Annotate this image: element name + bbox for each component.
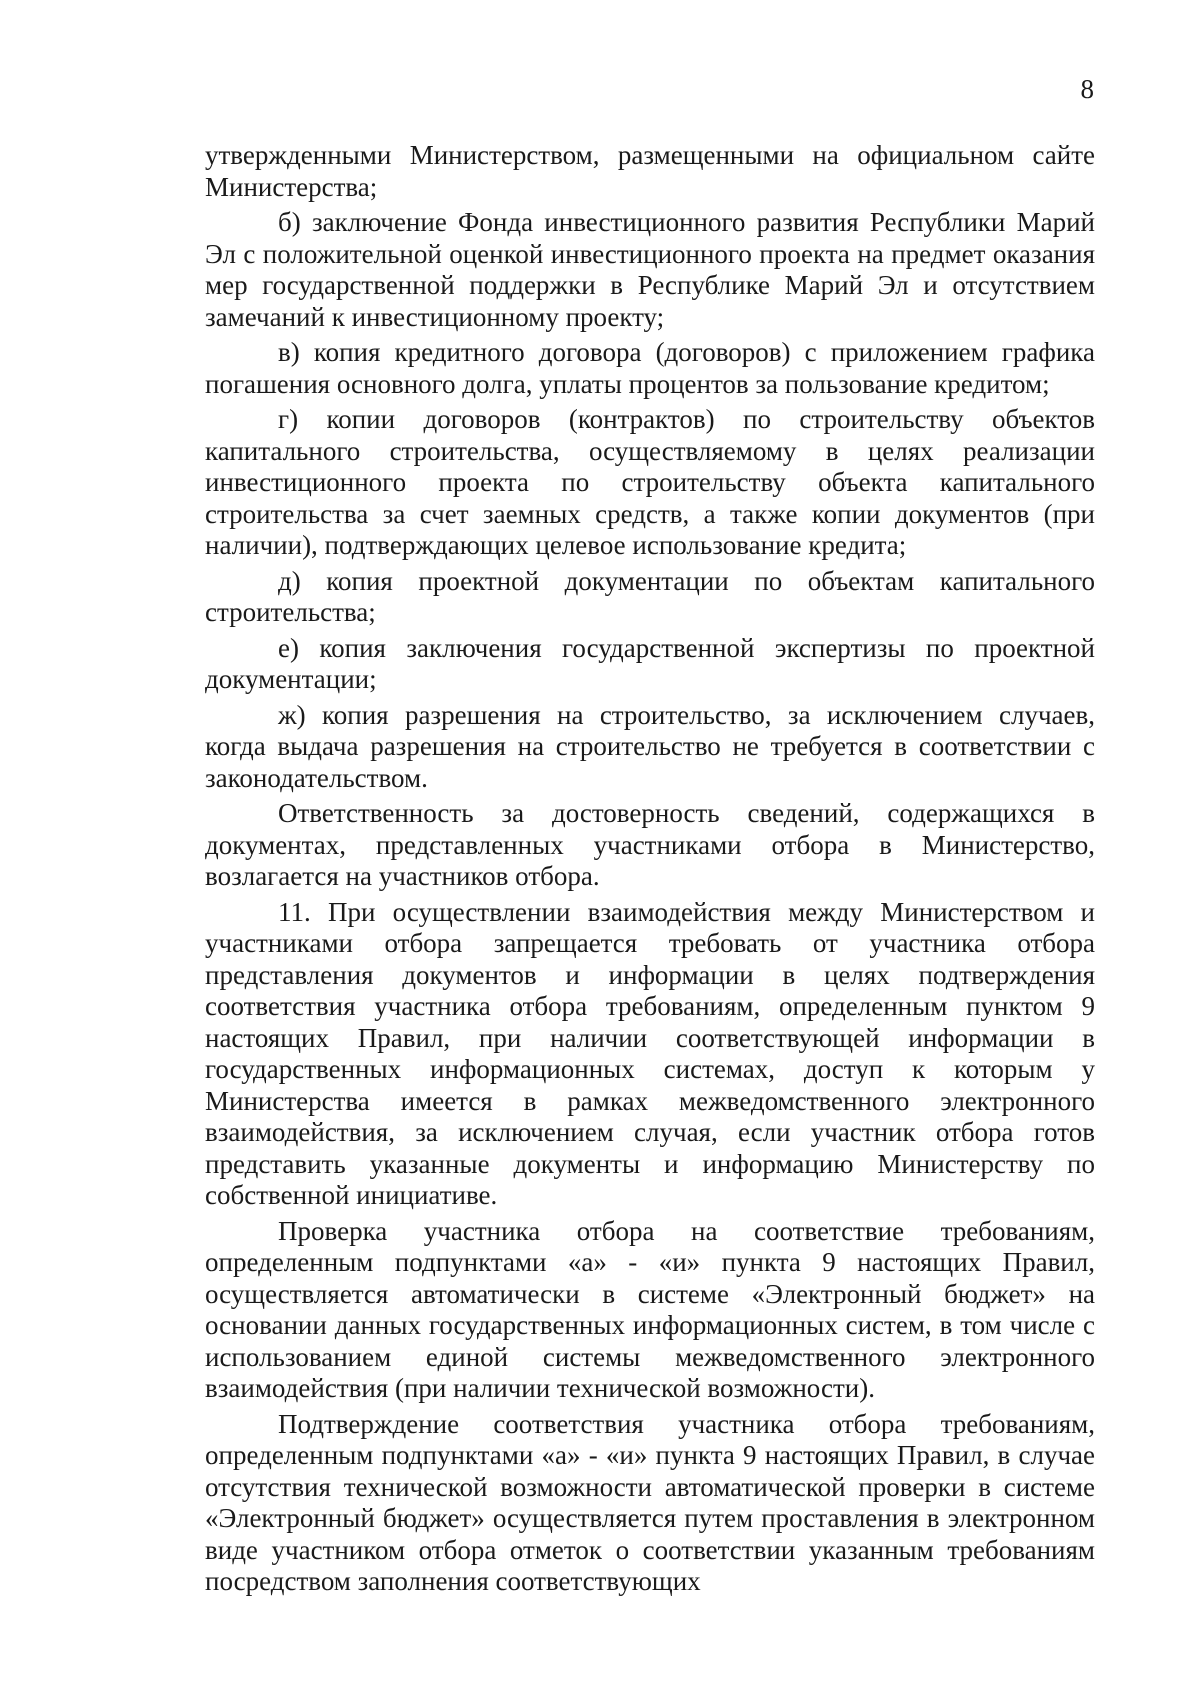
paragraph-confirmation: Подтверждение соответствия участника отбора требованиям, определенным подпунктами «а» - «и» пункта 9 настоящих Правил, в случае отсутствия технической возможности автоматической проверки в системе «Электронный бюджет» осуществляется путем проставления в электронном виде участником отбора отметок о соответствии указанным требованиям посредством заполнения соответствующих bbox=[205, 1408, 1095, 1596]
paragraph-item-b: б) заключение Фонда инвестиционного развития Республики Марий Эл с положительной оценкой инвестиционного проекта на предмет оказания мер государственной поддержки в Республике Марий Эл и отсутствием замечаний к инвестиционному проекту; bbox=[205, 207, 1095, 332]
paragraph-item-g: г) копии договоров (контрактов) по строительству объектов капитального строительства, осуществляемому в целях реализации инвестиционного проекта по строительству объекта капитального строительства за счет заемных средств, а также копии документов (при наличии), подтверждающих целевое использование кредита; bbox=[205, 404, 1095, 560]
paragraph-item-v: в) копия кредитного договора (договоров) с приложением графика погашения основного долга, уплаты процентов за пользование кредитом; bbox=[205, 337, 1095, 399]
paragraph-item-zh: ж) копия разрешения на строительство, за исключением случаев, когда выдача разрешения на строительство не требуется в соответствии с законодательством. bbox=[205, 699, 1095, 793]
paragraph-item-e: е) копия заключения государственной экспертизы по проектной документации; bbox=[205, 632, 1095, 694]
paragraph-item-d: д) копия проектной документации по объектам капитального строительства; bbox=[205, 565, 1095, 627]
paragraph-clause-11: 11. При осуществлении взаимодействия между Министерством и участниками отбора запрещается требовать от участника отбора представления документов и информации в целях подтверждения соответствия участника отбора требованиям, определенным пунктом 9 настоящих Правил, при наличии соответствующей информации в государственных информационных системах, доступ к которым у Министерства имеется в рамках межведомственного электронного взаимодействия, за исключением случая, если участник отбора готов представить указанные документы и информацию Министерству по собственной инициативе. bbox=[205, 896, 1095, 1210]
page-number: 8 bbox=[1080, 74, 1094, 104]
paragraph-verification: Проверка участника отбора на соответствие требованиям, определенным подпунктами «а» - «и» пункта 9 настоящих Правил, осуществляется автоматически в системе «Электронный бюджет» на основании данных государственных информационных систем, в том числе с использованием единой системы межведомственного электронного взаимодействия (при наличии технической возможности). bbox=[205, 1215, 1095, 1403]
paragraph-responsibility: Ответственность за достоверность сведений, содержащихся в документах, представленных участниками отбора в Министерство, возлагается на участников отбора. bbox=[205, 798, 1095, 891]
paragraph-continuation: утвержденными Министерством, размещенными на официальном сайте Министерства; bbox=[205, 140, 1095, 202]
document-body bbox=[205, 140, 1095, 1598]
